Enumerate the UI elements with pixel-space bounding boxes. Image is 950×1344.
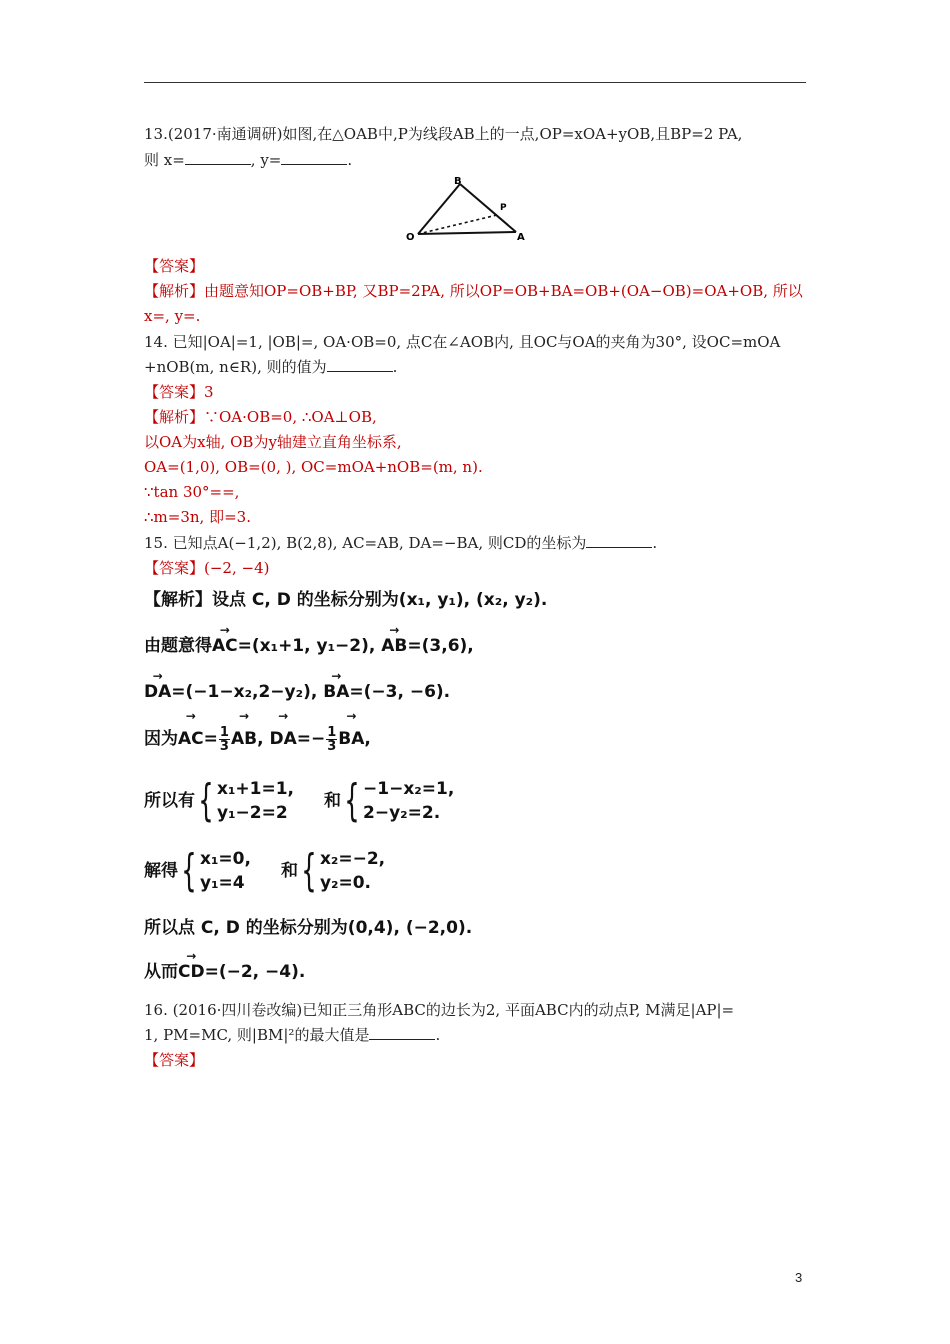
equation-system-1 [195, 777, 294, 825]
q16-stem-line1: 16. (2016·四川卷改编)已知正三角形ABC的边长为2, 平面ABC内的动点P, M满足|AP|= [144, 1001, 735, 1019]
brace: { [198, 775, 214, 826]
sol-text: 和 [324, 791, 342, 811]
q14-analysis-5: ∴m=3n, 即=3. [144, 508, 251, 526]
q16-stem-text: 1, PM=MC, 则|BM|²的最大值是 [144, 1026, 370, 1044]
header-rule [144, 82, 806, 83]
triangle-oab-figure [404, 172, 534, 242]
q14-stem-text: +nOB(m, n∈R), 则的值为 [144, 358, 327, 376]
segment-oa [418, 232, 516, 234]
label-o: O [406, 232, 415, 242]
vector-ab: → AB [231, 722, 257, 756]
vector-cd: → CD [178, 962, 205, 982]
fraction-one-third [219, 726, 230, 753]
system-rows [320, 847, 385, 895]
q15-answer: 【答案】(−2, −4) [144, 559, 270, 577]
page-number: 3 [795, 1270, 803, 1285]
sol-text: 解得 [144, 861, 178, 881]
system-row: x₁+1=1, [217, 779, 295, 799]
fraction-numerator: 1 [327, 724, 337, 740]
sol-text: , [257, 729, 270, 749]
q13-x-blank [185, 151, 251, 165]
q15-solution-8 [144, 962, 305, 982]
system-row: x₂=−2, [319, 849, 386, 869]
q13-stem-line2 [144, 150, 352, 170]
vector-ac: → AC [178, 722, 204, 756]
sol-text: 所以有 [144, 791, 195, 811]
sol-text: , [364, 729, 371, 749]
sol-text: =(−1−x₂,2−y₂), [171, 682, 324, 702]
q13-x-label: 则 x= [144, 151, 185, 169]
label-p: P [500, 203, 507, 213]
system-row: x₁=0, [200, 849, 251, 869]
q13-y-blank [281, 151, 347, 165]
segment-ba [460, 184, 516, 232]
q13-analysis-line2: x=, y=. [144, 307, 201, 325]
q13-stem-line1: 13.(2017·南通调研)如图,在△OAB中,P为线段AB上的一点,OP=xOA+yOB,且BP=2 PA, [144, 125, 743, 143]
label-b: B [454, 176, 462, 187]
sol-text: =(−3, −6). [349, 682, 451, 702]
label-a: A [517, 232, 525, 242]
q14-analysis-3: OA=(1,0), OB=(0, ), OC=mOA+nOB=(m, n). [144, 458, 483, 476]
vector-ba: → BA [338, 722, 364, 756]
equation-system-4 [298, 847, 385, 895]
q16-answer-blank [369, 1026, 435, 1040]
fraction-one-third [326, 726, 337, 753]
q15-answer-blank [586, 534, 652, 548]
system-row: y₂=0. [319, 873, 372, 893]
sol-text: 和 [280, 861, 298, 881]
q15-solution-4 [144, 722, 371, 756]
q15-solution-1: 【解析】设点 C, D 的坐标分别为(x₁, y₁), (x₂, y₂). [144, 590, 548, 610]
q16-period: . [435, 1026, 441, 1044]
sol-text: =− [296, 729, 326, 749]
fraction-denominator: 3 [219, 738, 229, 754]
system-row: y₁−2=2 [217, 803, 288, 823]
vector-ba: → BA [323, 682, 349, 702]
q13-answer-tag: 【答案】 [144, 257, 205, 275]
vector-ab: → AB [381, 636, 407, 656]
vector-da: → DA [144, 682, 171, 702]
system-row: −1−x₂=1, [363, 779, 455, 799]
sol-text: 因为 [144, 729, 178, 749]
sol-text: =(3,6), [407, 636, 474, 656]
vector-da: → DA [269, 722, 296, 756]
q15-solution-2 [144, 636, 474, 656]
q14-analysis-1: 【解析】∵OA·OB=0, ∴OA⊥OB, [144, 408, 377, 426]
q15-solution-5 [144, 776, 454, 826]
system-row: 2−y₂=2. [363, 803, 441, 823]
q13-period: . [347, 151, 353, 169]
q14-stem-line1: 14. 已知|OA|=1, |OB|=, OA·OB=0, 点C在∠AOB内, 且OC与OA的夹角为30°, 设OC=mOA [144, 333, 781, 351]
system-rows [363, 777, 454, 825]
q15-stem-text: 15. 已知点A(−1,2), B(2,8), AC=AB, DA=−BA, 则CD的坐标为 [144, 534, 587, 552]
vector-ac: → AC [212, 636, 238, 656]
system-row: y₁=4 [200, 873, 245, 893]
equation-system-3 [178, 847, 251, 895]
brace: { [344, 775, 360, 826]
q13-analysis-line1: 【解析】由题意知OP=OB+BP, 又BP=2PA, 所以OP=OB+BA=OB+(OA−OB)=OA+OB, 所以 [144, 282, 803, 300]
equation-system-2 [341, 777, 454, 825]
q14-period: . [392, 358, 398, 376]
system-rows [217, 777, 294, 825]
q15-solution-6 [144, 846, 385, 896]
fraction-numerator: 1 [219, 724, 229, 740]
q15-stem [144, 533, 657, 553]
q15-period: . [652, 534, 658, 552]
segment-ob [418, 184, 460, 234]
q16-answer-tag: 【答案】 [144, 1051, 205, 1069]
sol-text: 从而 [144, 962, 178, 982]
q16-stem-line2 [144, 1025, 440, 1045]
q14-analysis-2: 以OA为x轴, OB为y轴建立直角坐标系, [144, 433, 402, 451]
brace: { [181, 845, 197, 896]
segment-op [418, 215, 497, 234]
q14-analysis-4: ∵tan 30°==, [144, 483, 240, 501]
q14-stem-line2 [144, 357, 397, 377]
q14-answer-blank [327, 358, 393, 372]
fraction-denominator: 3 [327, 738, 337, 754]
sol-text: = [203, 729, 218, 749]
q15-solution-7: 所以点 C, D 的坐标分别为(0,4), (−2,0). [144, 918, 473, 938]
brace: { [301, 845, 317, 896]
sol-text: 由题意得 [144, 636, 212, 656]
sol-text: =(−2, −4). [204, 962, 306, 982]
q13-y-label: , y= [250, 151, 282, 169]
q15-solution-3 [144, 682, 450, 702]
sol-text: =(x₁+1, y₁−2), [237, 636, 382, 656]
q14-answer: 【答案】3 [144, 383, 214, 401]
system-rows [200, 847, 251, 895]
